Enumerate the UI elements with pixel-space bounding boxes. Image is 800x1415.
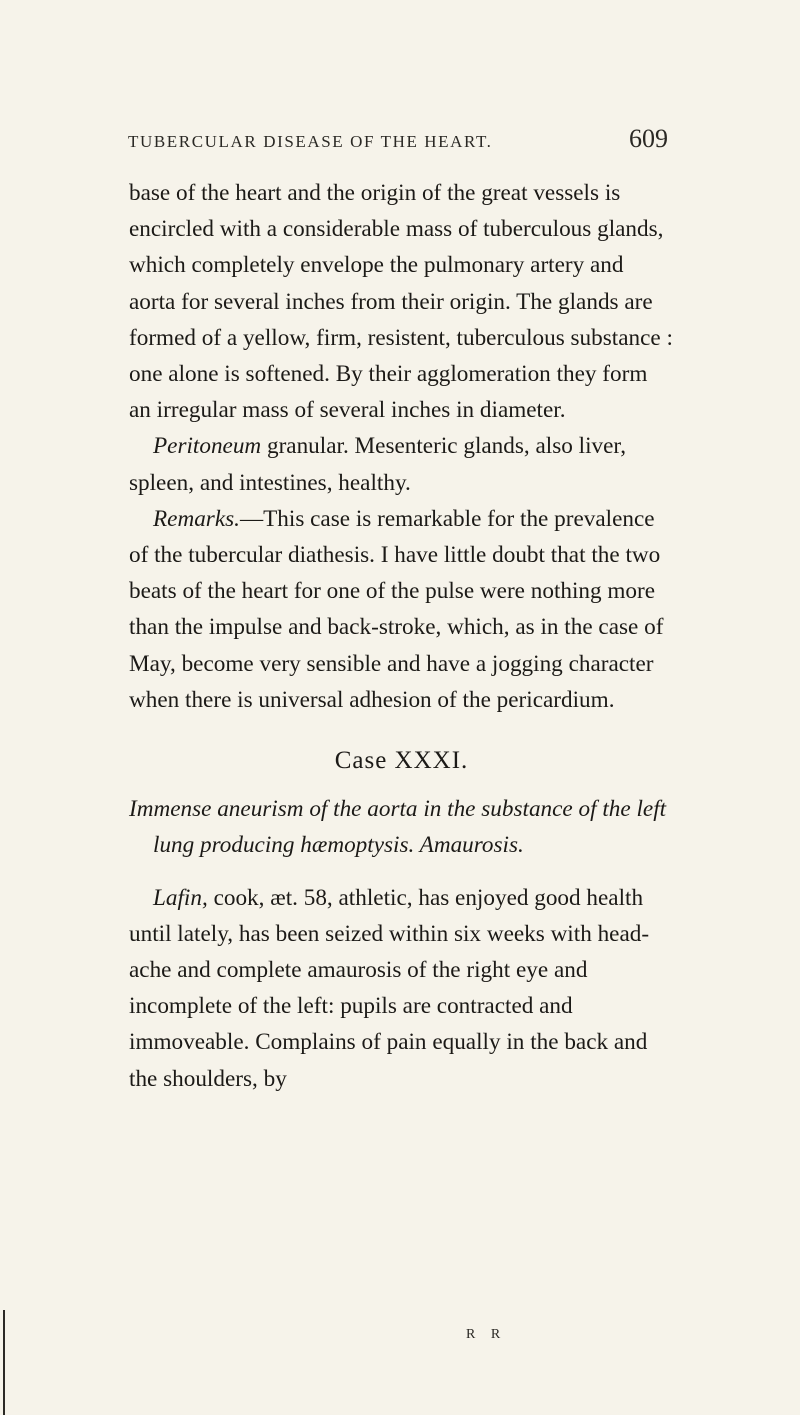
paragraph-continued: base of the heart and the origin of the great vessels is encircled with a considerable mass of tuberculous glands, which completely envelope the pulmonary artery and aorta for several inches from their origin. The glands are formed of a yellow, firm, resistent, tuberculous substance : one alone is softened. By their agglomeration they form an irregular mass of several inches in diameter. — [129, 180, 673, 424]
paragraph-case-history — [129, 880, 674, 1097]
case-history-text: cook, æt. 58, athletic, has enjoyed good health until lately, has been seized within six weeks with head-ache and complete amaurosis of the right eye and incomplete of the left: pupils are contracted and immoveable. Complains of pain equally in the back and the shoulders, by — [129, 884, 650, 1092]
peritoneum-label: Peritoneum — [153, 433, 262, 460]
running-head — [128, 124, 668, 164]
case-heading: Case XXXI. — [334, 747, 469, 775]
body-text — [129, 175, 674, 1097]
remarks-label: Remarks. — [153, 505, 240, 532]
page-number: 609 — [629, 124, 668, 153]
paragraph-remarks — [129, 501, 674, 718]
peritoneum-text: granular. Mesenteric glands, also liver, spleen, and intestines, healthy. — [129, 433, 626, 496]
remarks-text: —This case is remarkable for the prevalence of the tubercular diathesis. I have little doubt that the two beats of the heart for one of the pulse were nothing more than the impulse and back-stroke, which, as in the case of May, become very sensible and have a jogging character when there is universal adhesion of the pericardium. — [129, 505, 664, 713]
patient-name: Lafin, — [153, 884, 208, 911]
paragraph-peritoneum — [129, 428, 674, 500]
running-title: TUBERCULAR DISEASE OF THE HEART. — [128, 132, 493, 151]
page-edge-line — [3, 1310, 5, 1415]
case-summary: Immense aneurism of the aorta in the substance of the left lung producing hæmoptysis. Amaurosis. — [129, 796, 667, 859]
signature-mark: R R — [466, 1327, 507, 1342]
